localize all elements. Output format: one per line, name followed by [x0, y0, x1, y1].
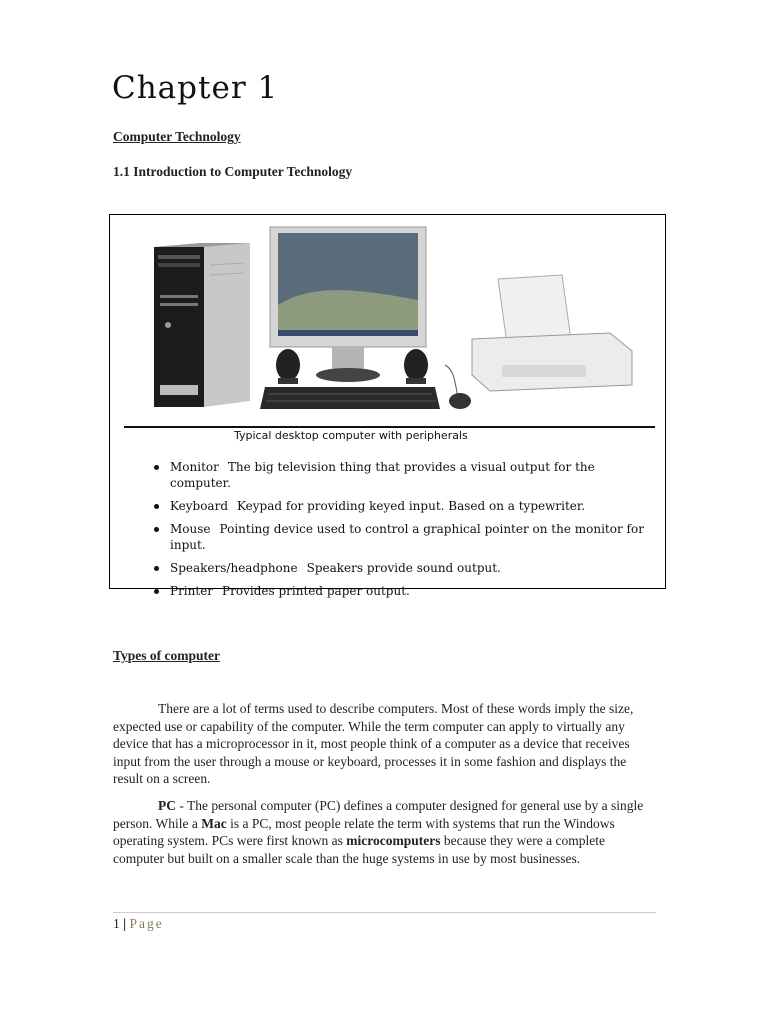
bullet-desc: Keypad for providing keyed input. Based on a typewriter. [237, 499, 586, 513]
mac-term: Mac [201, 815, 227, 831]
bullet-icon [154, 527, 159, 532]
figure-box [109, 214, 666, 598]
footer-separator: | [119, 916, 130, 931]
bullet-desc: Pointing device used to control a graphical pointer on the monitor for input. [170, 522, 644, 552]
pc-term: PC [158, 798, 176, 813]
pc-text-1: - The personal computer (PC) defines a computer designed for general use by a single person. While a [113, 798, 644, 831]
list-item [152, 521, 652, 553]
footer-divider [113, 912, 656, 913]
pc-text-3: because they were a complete computer but built on a smaller scale than the huge systems in use by most businesses. [113, 833, 605, 866]
chapter-heading: Chapter 1 [112, 70, 279, 106]
bullet-term: Keyboard [170, 499, 229, 513]
bullet-term: Speakers/headphone [170, 561, 298, 575]
mouse-icon [445, 365, 471, 409]
list-item [152, 560, 652, 576]
subsection-title: 1.1 Introduction to Computer Technology [113, 164, 353, 179]
page-footer [113, 916, 164, 932]
bullet-desc: Provides printed paper output. [222, 584, 410, 598]
list-item [152, 583, 652, 599]
peripherals-list [152, 459, 652, 606]
bullet-icon [154, 504, 159, 509]
bullet-term: Printer [170, 584, 214, 598]
list-item [152, 459, 652, 491]
section-title: Computer Technology [113, 129, 241, 144]
bullet-icon [154, 566, 159, 571]
bullet-term: Mouse [170, 522, 211, 536]
pc-text-2: is a PC, most people relate the term with systems that run the Windows operating system. PCs were first known as [113, 815, 615, 848]
printer-icon [472, 275, 632, 391]
list-item [152, 498, 652, 514]
page-number: 1 [113, 916, 120, 931]
intro-paragraph: There are a lot of terms used to describe computers. Most of these words imply the size, expected use or capability of the computer. While the term computer can apply to virtually any device that has a microprocessor in it, most people think of a computer as a device that receives input from the user through a mouse or keyboard, processes it in some fashion and displays the result on a screen. [113, 701, 634, 786]
microcomputers-term: microcomputers [346, 833, 441, 848]
bullet-term: Monitor [170, 460, 219, 474]
pc-paragraph [113, 797, 658, 867]
keyboard-icon [260, 387, 440, 409]
bullet-desc: The big television thing that provides a visual output for the computer. [170, 460, 595, 490]
tower-case-icon [154, 243, 250, 407]
page-label: Page [129, 916, 164, 931]
bullet-icon [154, 589, 159, 594]
desktop-computer-illustration [110, 215, 667, 430]
types-heading: Types of computer [113, 648, 220, 663]
bullet-desc: Speakers provide sound output. [306, 561, 501, 575]
figure-caption: Typical desktop computer with peripherals [234, 429, 468, 442]
bullet-icon [154, 465, 159, 470]
